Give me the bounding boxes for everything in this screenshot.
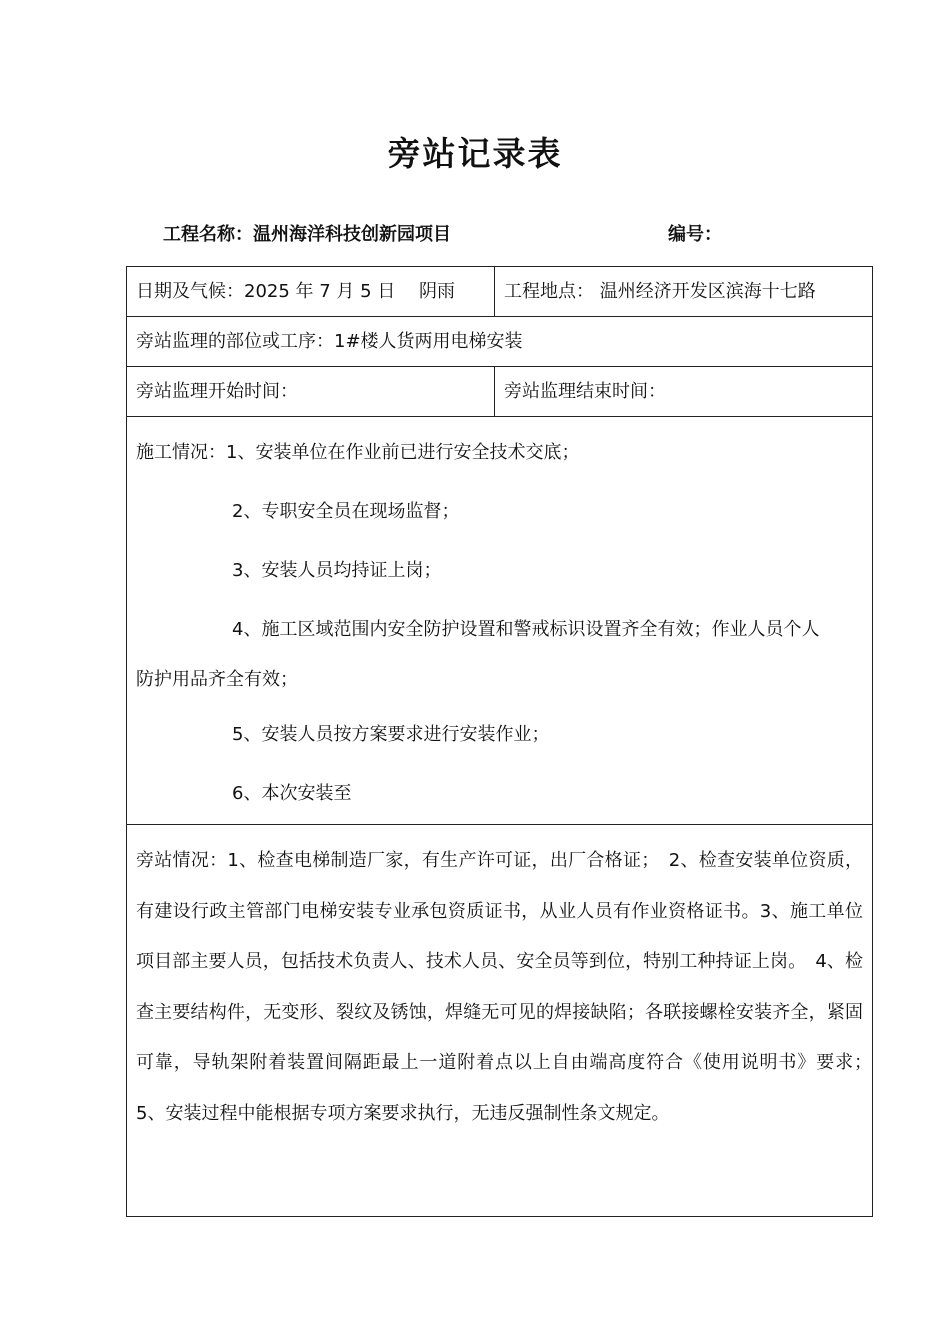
date-weather-cell: 日期及气候：2025 年 7 月 5 日 阴雨 — [127, 267, 495, 317]
observation-paragraph — [136, 836, 881, 1139]
observation-cell — [127, 825, 881, 1217]
construction-item: 6、本次安装至 — [232, 783, 352, 804]
observation-text: 1、检查电梯制造厂家，有生产许可证，出厂合格证； 2、检查安装单位资质，有建设行政主管部门电梯安装专业承包资质证书，从业人员有作业资格证书。3、施工单位项目部主要人员，包括技术负责人、技术人员、安全员等到位，特别工种持证上岗。 4、检查主要结构件，无变形、裂纹及锈蚀，焊缝无可见的焊接缺陷；各联接螺栓安装齐全，紧固可靠，导轨架附着装置间隔距最上一道附着点以上自由端高度符合《使用说明书》要求； 5、安装过程中能根据专项方案要求执行，无违反强制性条文规定。 — [136, 850, 881, 1124]
table-row — [127, 825, 873, 1217]
location-value: 温州经济开发区滨海十七路 — [599, 280, 816, 302]
start-time-cell: 旁站监理开始时间： — [127, 367, 495, 417]
table-row — [127, 417, 873, 825]
construction-item: 1、安装单位在作业前已进行安全技术交底； — [226, 442, 580, 463]
construction-item: 防护用品齐全有效； — [136, 669, 298, 690]
construction-label: 施工情况： — [136, 442, 226, 463]
page-title: 旁站记录表 — [387, 134, 563, 173]
location-label: 工程地点： — [504, 280, 594, 302]
supervision-record-table — [126, 266, 881, 1217]
project-name: 温州海洋科技创新园项目 — [253, 224, 451, 245]
table-row — [127, 367, 873, 417]
document-number: 编号： — [668, 224, 722, 245]
construction-line — [136, 423, 863, 482]
construction-item: 5、安装人员按方案要求进行安装作业； — [232, 724, 550, 745]
supervision-part-cell: 旁站监理的部位或工序：1#楼人货两用电梯安装 — [127, 317, 873, 367]
location-cell — [495, 267, 873, 317]
project-label: 工程名称： — [163, 224, 253, 245]
end-time-cell: 旁站监理结束时间： — [495, 367, 873, 417]
project-name-header — [163, 220, 451, 246]
construction-item: 3、安装人员均持证上岗； — [232, 560, 442, 581]
construction-item: 2、专职安全员在现场监督； — [232, 501, 460, 522]
construction-status-cell — [127, 417, 873, 825]
table-row — [127, 267, 873, 317]
table-row — [127, 317, 873, 367]
construction-item: 4、施工区域范围内安全防护设置和警戒标识设置齐全有效；作业人员个人 — [232, 619, 820, 640]
observation-label: 旁站情况： — [136, 850, 228, 871]
